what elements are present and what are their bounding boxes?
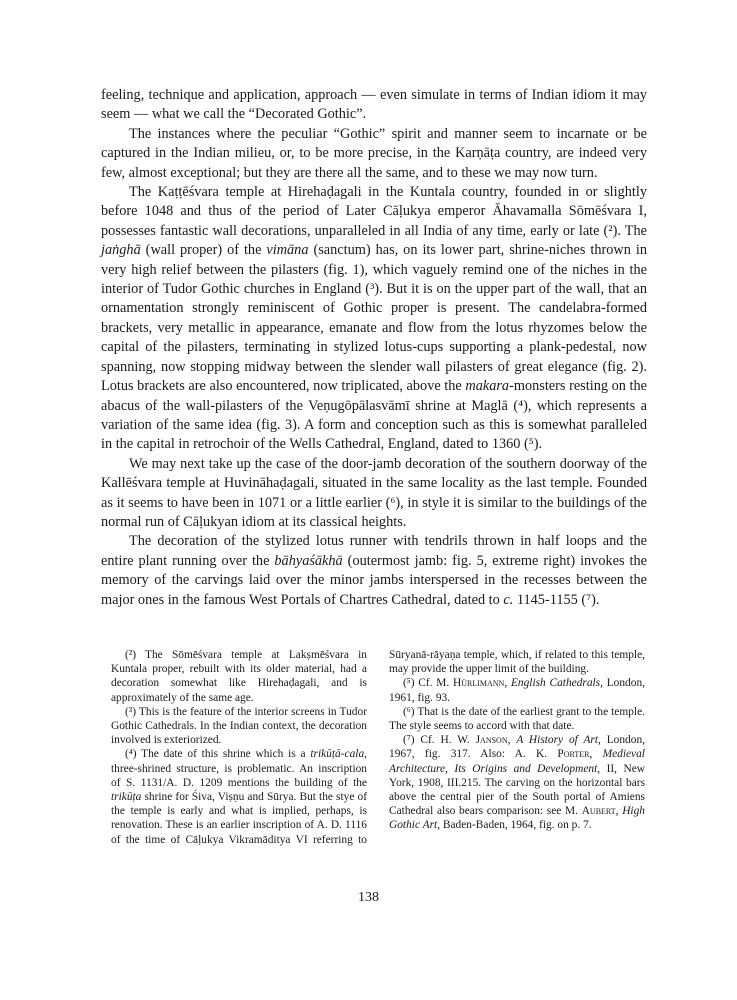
footnote-3: (³) This is the feature of the interior screens in Tudor Gothic Cathedrals. In the Indian context, the decoration involved is exteriorized. bbox=[111, 705, 367, 747]
italic-term: vimāna bbox=[266, 242, 309, 259]
footnotes bbox=[111, 648, 645, 847]
italic-term: jaṅghā bbox=[101, 242, 141, 259]
book-title: English Cathedrals, bbox=[510, 677, 603, 690]
page-number: 138 bbox=[358, 890, 379, 905]
footnote-6: (⁶) That is the date of the earliest grant to the temple. The style seems to accord with that date. bbox=[389, 705, 645, 733]
text-run: (⁷) Cf. H. W. bbox=[403, 734, 476, 747]
paragraph-1: feeling, technique and application, approach — even simulate in terms of Indian idiom it may seem — what we call the “Decorated Gothic”. bbox=[101, 87, 647, 123]
author-name: Aubert bbox=[581, 805, 616, 818]
italic-term: c. bbox=[503, 591, 514, 608]
book-title: High Gothic Art, bbox=[389, 805, 645, 832]
text-run: (sanctum) has, on its lower part, shrine-niches thrown in very high relief between the pilasters (fig. 1), which vaguely remind one of the niches in the interior of Tudor Gothic churches in England (³). But it is on the upper part of the wall, that an ornamentation strongly reminiscent of Gothic proper is present. The candelabra-formed brackets, very metallic in appearance, emanate and flow from the lotus rhyzomes below the capital of the pilasters, terminating in stylized lotus-cups supporting a plank-pedestal, now spanning, now stopping midway between the slender wall pilasters of great elegance (fig. 2). Lotus brackets are also encountered, now triplicated, above the bbox=[101, 242, 647, 395]
paragraph-3 bbox=[101, 183, 647, 455]
footnote-5 bbox=[389, 676, 645, 704]
text-run: (wall proper) of the bbox=[140, 242, 267, 259]
text-run: 1145-1155 (⁷). bbox=[513, 591, 600, 608]
text-run: three-shrined structure, is problematic. An inscription of S. 1131/A. D. 1209 mentions the building of the bbox=[111, 762, 367, 789]
text-run: , bbox=[589, 748, 603, 761]
author-name: Hürlimann bbox=[453, 677, 505, 690]
footnote-7 bbox=[389, 733, 645, 832]
text-run: Baden-Baden, 1964, fig. on p. 7. bbox=[440, 819, 592, 832]
paragraph-5 bbox=[101, 532, 647, 610]
author-name: Janson bbox=[475, 734, 508, 747]
text-run: The Kaṭṭēśvara temple at Hirehaḍagali in the Kuntala country, founded in or slightly before 1048 and thus of the period of Later Cāḷukya emperor Āhavamalla Sōmēśvara I, possesses fantastic wall decorations, unparalleled in all India of any time, early or late (²). The bbox=[101, 184, 647, 239]
main-text bbox=[101, 86, 647, 610]
author-name: Porter bbox=[557, 748, 590, 761]
italic-term: bāhyaśākhā bbox=[274, 552, 343, 569]
paragraph-2: The instances where the peculiar “Gothic” spirit and manner seem to incarnate or be captured in the Indian milieu, or, to be more precise, in the Karṇāṭa country, are indeed very few, almost exceptional; but they are there all the same, and to these we may now turn. bbox=[101, 125, 647, 181]
text-run: The decoration of the stylized lotus runner with tendrils thrown in half loops and the entire plant running over the bbox=[101, 533, 647, 569]
italic-term: trikūṭā-cala, bbox=[310, 748, 367, 761]
italic-term: makara bbox=[465, 378, 510, 395]
footnote-2: (²) The Sōmēśvara temple at Lakṣmēśvara in Kuntala proper, rebuilt with its older material, had a decoration somewhat like Hirehaḍagali, and is approximately of the same age. bbox=[111, 649, 367, 704]
paragraph-4: We may next take up the case of the door-jamb decoration of the southern doorway of the Kallēśvara temple at Huvināhaḍagali, situated in the same locality as the last temple. Founded as it seems to have been in 1071 or a little earlier (⁶), in style it is similar to the buildings of the normal run of Cāḷukyan idiom at its classical heights. bbox=[101, 455, 647, 530]
text-run: , bbox=[507, 734, 517, 747]
text-run: (⁵) Cf. M. bbox=[403, 677, 453, 690]
book-title: Medieval Architecture, Its Origins and Development, bbox=[389, 748, 645, 775]
text-run: , bbox=[504, 677, 511, 690]
text-run: (⁴) The date of this shrine which is a bbox=[125, 748, 311, 761]
text-run: II, New York, 1908, III.215. The carving on the horizontal bars above the central pier of the South portal of Amiens Cathedral also bears comparison: see M. bbox=[389, 762, 645, 818]
text-run: London, 1967, fig. 317. Also: A. K. bbox=[389, 734, 645, 761]
italic-term: trikūṭa bbox=[111, 791, 142, 804]
text-run: London, 1961, fig. 93. bbox=[389, 677, 645, 704]
text-run: (outermost jamb: fig. 5, extreme right) invokes the memory of the carvings laid over the minor jambs interspersed in the recesses between the major ones in the famous West Portals of Chartres Cathedral, dated to bbox=[101, 552, 647, 608]
text-run: -monsters resting on the abacus of the wall-pilasters of the Veṇugōpālasvāmī shrine at Maglā (⁴), which represents a variation of the same idea (fig. 3). A form and conception such as this is somewhat paralleled in the capital in retrochoir of the Wells Cathedral, England, dated to 1360 (⁵). bbox=[101, 378, 647, 453]
text-run: , bbox=[615, 805, 623, 818]
text-run: shrine for Śiva, Viṣṇu and Sūrya. But the stye of the temple is early and what is implied, perhaps, is renovation. These is an earlier inscription of A. D. 1116 of the time of Cāḷukya Vikramāditya VI referring to Sūryanā-rāyaṇa temple, which, if related to this temple, may provide the upper limit of the building. bbox=[111, 649, 645, 846]
book-title: A History of Art, bbox=[516, 734, 601, 747]
